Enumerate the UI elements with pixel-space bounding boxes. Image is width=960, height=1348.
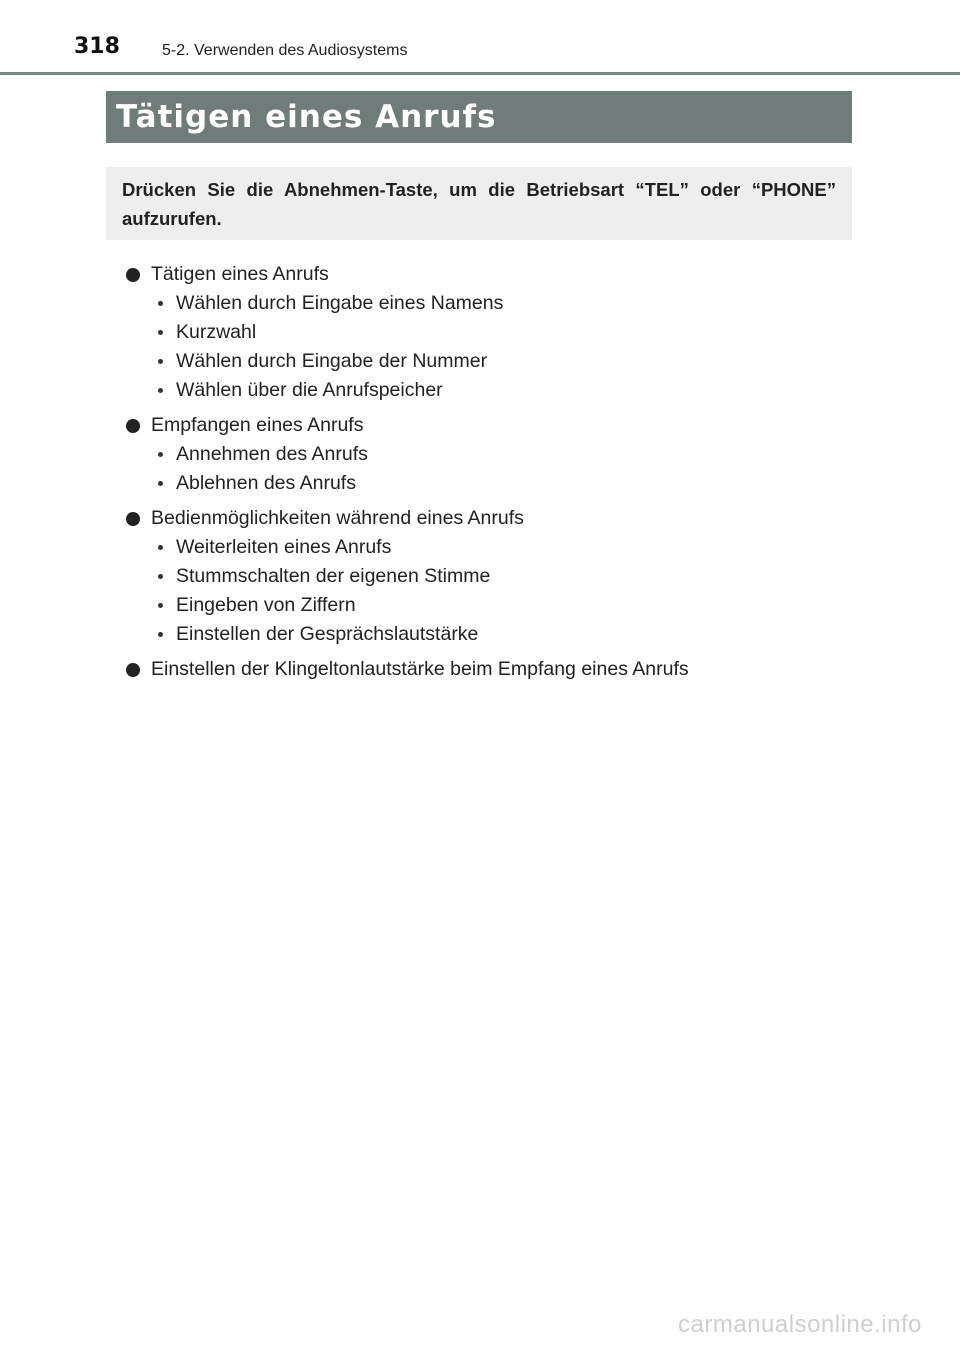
list-item: Ablehnen des Anrufs	[126, 469, 846, 498]
sub-list	[126, 440, 846, 498]
filled-circle-bullet-icon	[126, 419, 140, 433]
watermark: carmanualsonline.info	[678, 1311, 922, 1338]
list-item: Wählen über die Anrufspeicher	[126, 376, 846, 405]
title-band	[106, 91, 852, 143]
topic-list	[126, 260, 846, 690]
header-divider	[0, 72, 960, 75]
topic-label: Einstellen der Klingeltonlautstärke beim Empfang eines Anrufs	[151, 658, 689, 680]
bullet-icon	[158, 603, 163, 608]
list-item: Wählen durch Eingabe der Nummer	[126, 347, 846, 376]
bullet-icon	[158, 574, 163, 579]
topic-making-call	[126, 260, 846, 405]
topic-ringtone-volume	[126, 655, 846, 684]
list-item: Annehmen des Anrufs	[126, 440, 846, 469]
list-item: Einstellen der Gesprächslautstärke	[126, 620, 846, 649]
bullet-icon	[158, 388, 163, 393]
list-item: Stummschalten der eigenen Stimme	[126, 562, 846, 591]
list-item: Weiterleiten eines Anrufs	[126, 533, 846, 562]
bullet-icon	[158, 359, 163, 364]
instruction-text: Drücken Sie die Abnehmen-Taste, um die Betriebsart “TEL” oder “PHONE” aufzurufen.	[122, 179, 836, 229]
sub-list	[126, 289, 846, 405]
bullet-icon	[158, 632, 163, 637]
topic-label: Bedienmöglichkeiten während eines Anrufs	[151, 507, 524, 529]
filled-circle-bullet-icon	[126, 268, 140, 282]
filled-circle-bullet-icon	[126, 512, 140, 526]
bullet-icon	[158, 545, 163, 550]
bullet-icon	[158, 481, 163, 486]
page-title: Tätigen eines Anrufs	[116, 99, 497, 135]
sub-list	[126, 533, 846, 649]
bullet-icon	[158, 330, 163, 335]
topic-label: Empfangen eines Anrufs	[151, 414, 364, 436]
bullet-icon	[158, 301, 163, 306]
page-number: 318	[74, 34, 120, 59]
list-item: Eingeben von Ziffern	[126, 591, 846, 620]
topic-during-call	[126, 504, 846, 649]
list-item: Wählen durch Eingabe eines Namens	[126, 289, 846, 318]
topic-label: Tätigen eines Anrufs	[151, 263, 329, 285]
bullet-icon	[158, 452, 163, 457]
page-header	[0, 0, 960, 76]
list-item: Kurzwahl	[126, 318, 846, 347]
filled-circle-bullet-icon	[126, 663, 140, 677]
instruction-box	[106, 167, 852, 240]
topic-receiving-call	[126, 411, 846, 498]
section-title: 5-2. Verwenden des Audiosystems	[162, 42, 408, 59]
